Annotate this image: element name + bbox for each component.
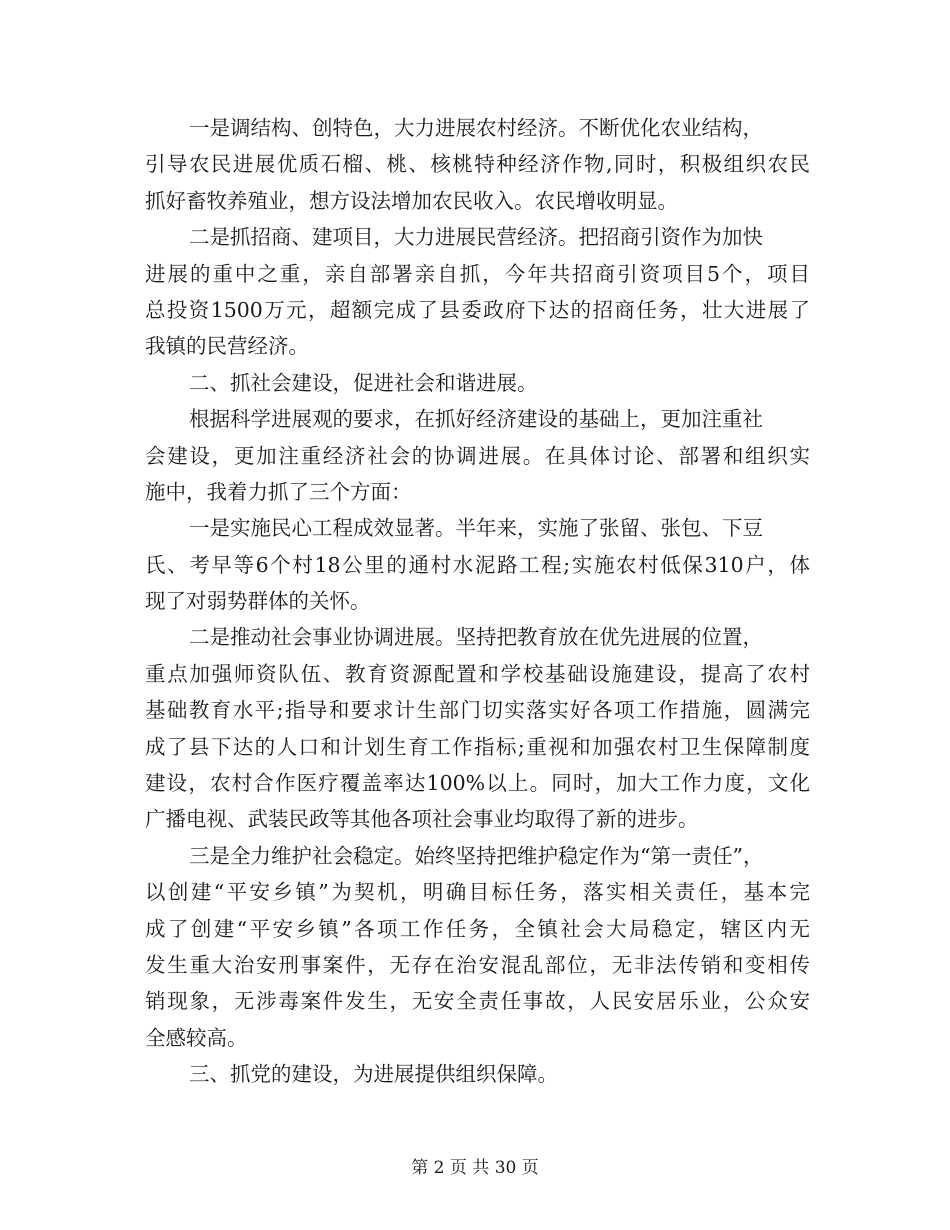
text-line: 二是抓招商、建项目，大力进展民营经济。把招商引资作为加快 xyxy=(189,225,763,250)
text-line: 施中，我着力抓了三个方面： xyxy=(145,479,412,504)
text-line: 二是推动社会事业协调进展。坚持把教育放在优先进展的位置， xyxy=(189,625,763,650)
text-line: 三是全力维护社会稳定。始终坚持把维护稳定作为“第一责任”， xyxy=(189,843,764,868)
text-line: 成了创建“平安乡镇”各项工作任务，全镇社会大局稳定，辖区内无 xyxy=(145,916,810,941)
text-line: 进展的重中之重，亲自部署亲自抓，今年共招商引资项目5个，项目 xyxy=(145,261,810,286)
text-line: 一是实施民心工程成效显著。半年来，实施了张留、张包、下豆 xyxy=(189,516,763,541)
text-line: 现了对弱势群体的关怀。 xyxy=(145,589,371,614)
text-line: 以创建“平安乡镇”为契机，明确目标任务，落实相关责任，基本完 xyxy=(145,880,810,905)
page-number: 第 2 页 共 30 页 xyxy=(411,1158,539,1178)
document-body xyxy=(145,110,810,1093)
text-line: 基础教育水平;指导和要求计生部门切实落实好各项工作措施，圆满完 xyxy=(145,698,810,723)
text-line: 根据科学进展观的要求，在抓好经济建设的基础上，更加注重社 xyxy=(189,407,763,432)
text-line: 我镇的民营经济。 xyxy=(145,334,309,359)
text-line: 全感较高。 xyxy=(145,1025,248,1050)
text-line: 成了县下达的人口和计划生育工作指标;重视和加强农村卫生保障制度 xyxy=(145,734,810,759)
text-line: 总投资1500万元，超额完成了县委政府下达的招商任务，壮大进展了 xyxy=(145,297,810,322)
section-heading: 二、抓社会建设，促进社会和谐进展。 xyxy=(189,370,538,395)
text-line: 发生重大治安刑事案件，无存在治安混乱部位，无非法传销和变相传 xyxy=(145,952,810,977)
text-line: 抓好畜牧养殖业，想方设法增加农民收入。农民增收明显。 xyxy=(145,188,678,213)
text-line: 建设，农村合作医疗覆盖率达100%以上。同时，加大工作力度，文化 xyxy=(145,771,810,796)
text-line: 会建设，更加注重经济社会的协调进展。在具体讨论、部署和组织实 xyxy=(145,443,810,468)
text-line: 重点加强师资队伍、教育资源配置和学校基础设施建设，提高了农村 xyxy=(145,661,810,686)
text-line: 广播电视、武装民政等其他各项社会事业均取得了新的进步。 xyxy=(145,807,699,832)
text-line: 引导农民进展优质石榴、桃、核桃特种经济作物,同时，积极组织农民 xyxy=(145,152,810,177)
text-line: 一是调结构、创特色，大力进展农村经济。不断优化农业结构， xyxy=(189,116,763,140)
text-line: 氏、考早等6个村18公里的通村水泥路工程;实施农村低保310户，体 xyxy=(145,552,810,577)
text-line: 销现象，无涉毒案件发生，无安全责任事故，人民安居乐业，公众安 xyxy=(145,989,810,1014)
section-heading: 三、抓党的建设，为进展提供组织保障。 xyxy=(189,1062,558,1087)
